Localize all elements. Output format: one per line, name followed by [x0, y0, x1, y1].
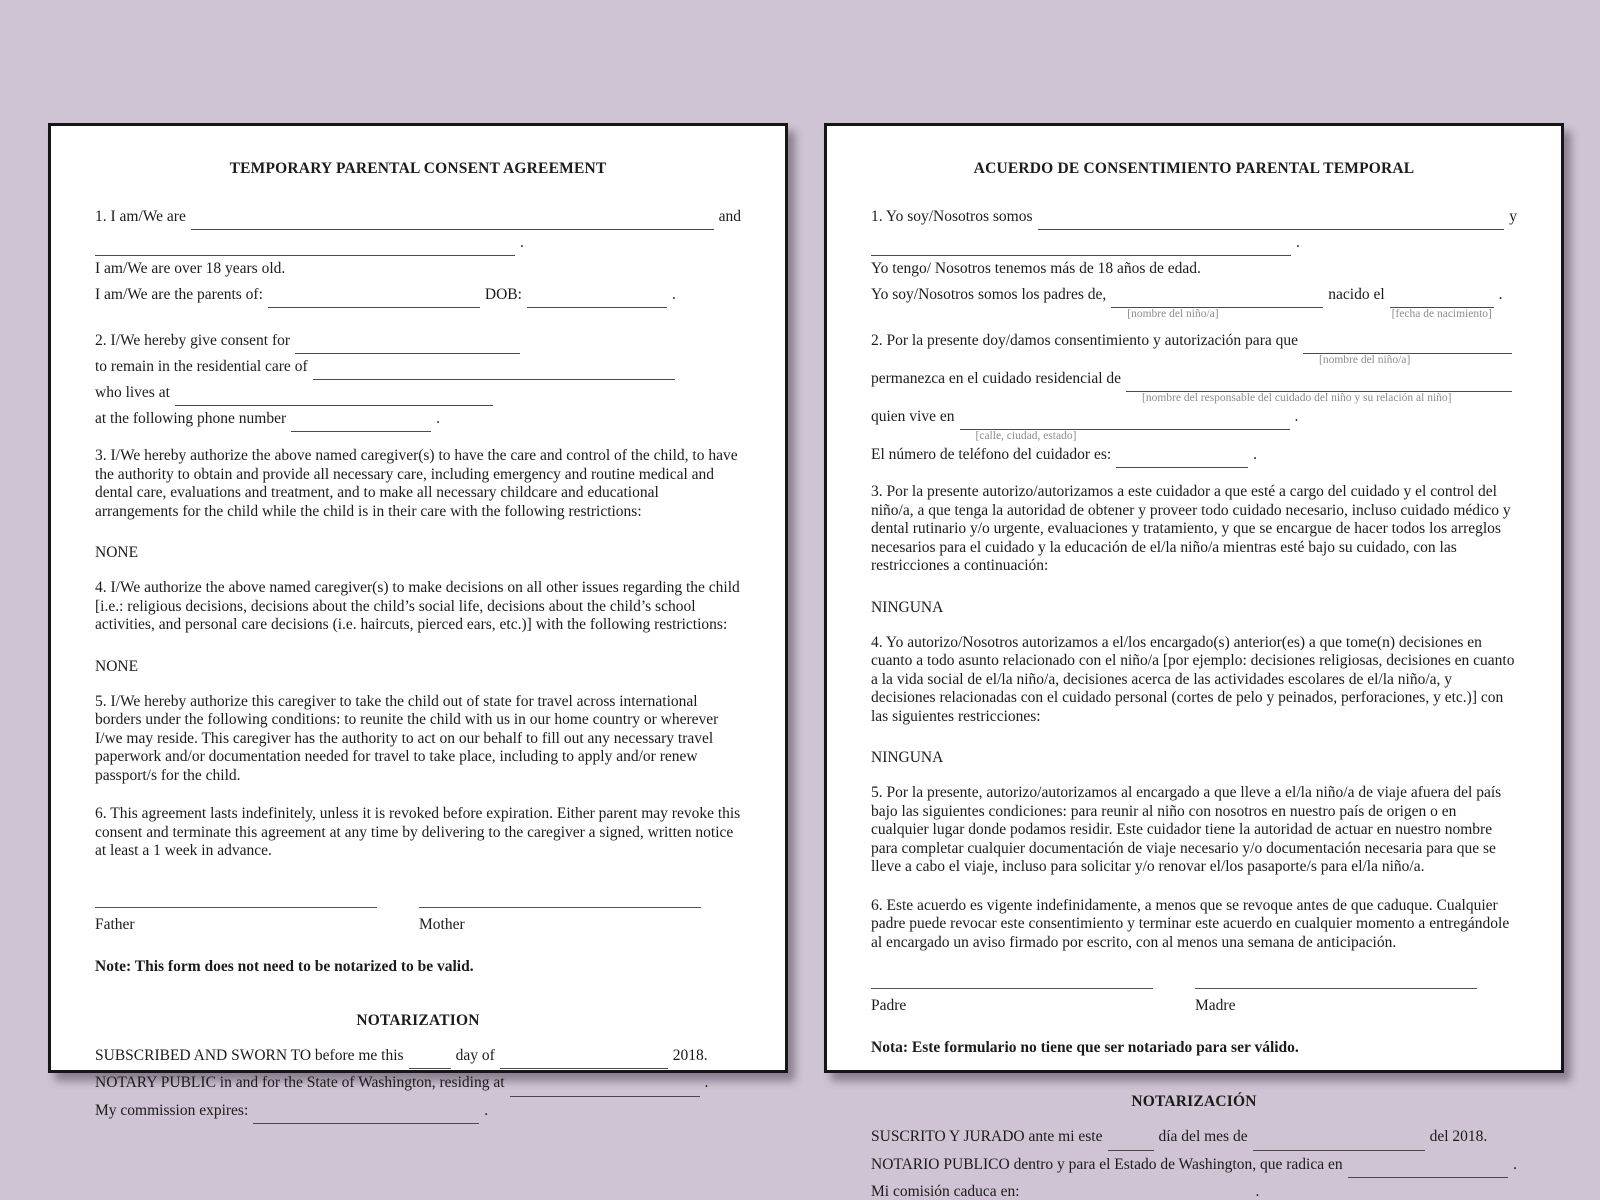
- commission-prefix: My commission expires:: [95, 1101, 249, 1119]
- phone-blank: [291, 413, 431, 432]
- dob-blank: [527, 289, 667, 308]
- lives-suffix: .: [1294, 408, 1299, 425]
- caregiver-name-blank: [313, 361, 675, 380]
- page-title: TEMPORARY PARENTAL CONSENT AGREEMENT: [229, 160, 607, 177]
- paragraph-decisions-authorization: 4. Yo autorizo/Nosotros autorizamos a el/los encargado(s) anterior(es) a que tome(n) decisiones en cuanto a todo asunto relacionado con el niño/a [por ejemplo: decisiones religiosas, decisiones en cuanto a la vida social de el/la niño/a, decisiones acerca de las actividades escolares de el/la niño/a, y decisiones relacionadas con el cuidado personal (cortes de pelo y peinados, perforaciones, y etc.)] con las siguientes restricciones:: [871, 633, 1515, 725]
- care-prefix: permanezca en el cuidado residencial de: [871, 370, 1122, 387]
- form-line-parents-of: [871, 282, 1517, 320]
- address-blank: [175, 387, 493, 406]
- page-spanish: [824, 123, 1564, 1200]
- consent-prefix: 2. Por la presente doy/damos consentimiento y autorización para que: [871, 332, 1298, 349]
- phone-prefix: El número de teléfono del cuidador es:: [871, 446, 1112, 463]
- notary-suffix: .: [1513, 1155, 1517, 1173]
- form-line-commission: [871, 1178, 1517, 1200]
- sworn-prefix: SUBSCRIBED AND SWORN TO before me this: [95, 1046, 404, 1064]
- phone-prefix: at the following phone number: [95, 410, 287, 427]
- birth-date-blank: [1390, 289, 1494, 320]
- consent-child-blank: [1303, 335, 1512, 366]
- parents-of-suffix: .: [1498, 286, 1503, 303]
- parent-names-blank-2: [95, 237, 515, 256]
- caregiver-name-hint: [nombre del responsable del cuidado del niño y su relación al niño]: [1142, 392, 1452, 404]
- identity-prefix: 1. I am/We are: [95, 208, 186, 225]
- form-line-notary: [871, 1151, 1517, 1179]
- father-signature-line: [871, 988, 1153, 990]
- residing-blank: [1348, 1159, 1509, 1178]
- parents-of-prefix: Yo soy/Nosotros somos los padres de,: [871, 286, 1107, 303]
- commission-suffix: .: [484, 1101, 489, 1119]
- consent-prefix: 2. I/We hereby give consent for: [95, 332, 291, 349]
- address-blank: [960, 411, 1290, 442]
- mother-signature-line: [1195, 988, 1477, 990]
- form-line-phone: [95, 406, 741, 432]
- identity-suffix: y: [1509, 208, 1517, 225]
- father-signature-label: Father: [95, 915, 135, 933]
- sworn-suffix: 2018.: [672, 1046, 708, 1064]
- adult-statement: I am/We are over 18 years old.: [95, 260, 286, 277]
- form-line-sworn: [871, 1123, 1517, 1151]
- form-line-lives-at: [95, 380, 741, 406]
- paragraph-decisions-authorization: 4. I/We authorize the above named caregiver(s) to make decisions on all other issues regarding the child [i.e.: religious decisions, decisions about the child’s social life, decisions about the child’s school activities, and personal care decisions (i.e. haircuts, pierced ears, etc.)] with the following restrictions:: [95, 579, 740, 633]
- paragraph-travel-authorization: 5. Por la presente, autorizo/autorizamos al encargado a que lleve a el/la niño/a de viaje afuera del país bajo las siguientes condiciones: para reunir al niño con nosotros en nuestro país de origen o en cualquier lugar donde podamos residir. Este cuidador tiene la autoridad de actuar en nuestro nombre para completar cualquier documentación de viaje necesario y/o documentación necesaria para que se lleve a cabo el viaje, incluso para solicitar y/o renovar el/los pasaporte/s para el/la niño/a.: [871, 784, 1502, 875]
- form-line-adult: [95, 256, 741, 282]
- paragraph-travel-authorization: 5. I/We hereby authorize this caregiver to take the child out of state for travel across international borders under the following conditions: to reunite the child with us in our home country or wherever I/we may reside. This caregiver has the authority to act on our behalf to fill out any necessary travel paperwork and/or documentation needed for travel to take place, including to apply and/or renew passport/s for the child.: [95, 692, 719, 784]
- father-signature: [95, 907, 377, 934]
- notarization-note: Note: This form does not need to be notarized to be valid.: [95, 957, 474, 975]
- commission-blank: [253, 1105, 479, 1124]
- phone-blank: [1116, 449, 1248, 468]
- restrictions-none-2: NINGUNA: [871, 749, 944, 766]
- parent-names-blank: [191, 211, 714, 230]
- notarization-heading: NOTARIZATION: [356, 1011, 480, 1029]
- sworn-mid: día del mes de: [1158, 1128, 1248, 1145]
- paragraph-duration: 6. This agreement lasts indefinitely, unless it is revoked before expiration. Either parent may revoke this consent and terminate this agreement at any time by delivering to the caregiver a signed, written notice at least a 1 week in advance.: [95, 805, 741, 859]
- mother-signature-label: Madre: [1195, 997, 1236, 1014]
- father-signature-line: [95, 907, 377, 909]
- restrictions-none-2: NONE: [95, 657, 139, 675]
- father-signature: [871, 988, 1153, 1015]
- sworn-suffix: del 2018.: [1429, 1128, 1488, 1145]
- adult-statement: Yo tengo/ Nosotros tenemos más de 18 años de edad.: [871, 260, 1201, 277]
- child-name-blank: [1111, 289, 1323, 320]
- restrictions-none-1: NONE: [95, 544, 139, 561]
- notarization-note: Nota: Este formulario no tiene que ser notariado para ser válido.: [871, 1039, 1299, 1056]
- identity-prefix: 1. Yo soy/Nosotros somos: [871, 208, 1033, 225]
- form-line-notary: [95, 1069, 741, 1097]
- caregiver-name-blank: [1126, 373, 1512, 404]
- notary-prefix: NOTARY PUBLIC in and for the State of Washington, residing at: [95, 1074, 505, 1091]
- mother-signature-line: [419, 907, 701, 909]
- form-line-consent: [95, 328, 741, 354]
- form-line-lives-at: [871, 404, 1517, 442]
- lives-prefix: quien vive en: [871, 408, 955, 425]
- child-name-hint: [nombre del niño/a]: [1127, 308, 1219, 320]
- paragraph-care-authorization: 3. I/We hereby authorize the above named caregiver(s) to have the care and control of the child, to have the authority to obtain and provide all necessary care, including emergency and routine medical and dental care, evaluations and treatment, and to make all necessary childcare and educational arrangements for the child while the child is in their care with the following restrictions:: [95, 447, 738, 520]
- parents-of-prefix: I am/We are the parents of:: [95, 286, 263, 303]
- form-line-consent: [871, 328, 1517, 366]
- signature-block: [95, 907, 741, 934]
- page-title: ACUERDO DE CONSENTIMIENTO PARENTAL TEMPORAL: [973, 160, 1415, 177]
- form-line-residential-care: [871, 366, 1517, 404]
- consent-child-hint: [nombre del niño/a]: [1318, 354, 1411, 366]
- mother-signature: [1195, 988, 1477, 1015]
- sworn-mid: day of: [455, 1046, 495, 1064]
- month-blank: [500, 1050, 668, 1069]
- form-line-sworn: [95, 1042, 741, 1070]
- form-line-phone: [871, 442, 1517, 468]
- consent-child-blank: [295, 335, 520, 354]
- form-line-identity-2: [871, 230, 1517, 256]
- mother-signature-label: Mother: [419, 915, 465, 933]
- notary-prefix: NOTARIO PUBLICO dentro y para el Estado de Washington, que radica en: [871, 1155, 1343, 1173]
- commission-prefix: Mi comisión caduca en:: [871, 1183, 1020, 1200]
- form-line-commission: [95, 1097, 741, 1125]
- commission-suffix: .: [1255, 1183, 1260, 1200]
- care-prefix: to remain in the residential care of: [95, 358, 308, 375]
- child-name-blank: [268, 289, 480, 308]
- day-blank: [409, 1050, 451, 1069]
- form-line-identity-2: [95, 230, 741, 256]
- month-blank: [1253, 1132, 1425, 1151]
- commission-blank: [1025, 1187, 1251, 1200]
- parent-names-blank: [1038, 211, 1505, 230]
- notary-suffix: .: [704, 1074, 709, 1091]
- identity-2-suffix: .: [520, 234, 524, 251]
- form-line-identity: [871, 204, 1517, 230]
- dob-label: DOB:: [484, 286, 522, 303]
- birth-date-hint: [fecha de nacimiento]: [1391, 308, 1492, 320]
- form-line-adult: [871, 256, 1517, 282]
- form-line-identity: [95, 204, 741, 230]
- parent-names-blank-2: [871, 237, 1291, 256]
- parents-of-suffix: .: [671, 286, 676, 303]
- identity-2-suffix: .: [1296, 234, 1300, 251]
- sworn-prefix: SUSCRITO Y JURADO ante mi este: [871, 1128, 1103, 1145]
- lives-prefix: who lives at: [95, 384, 170, 401]
- phone-suffix: .: [1253, 446, 1258, 463]
- phone-suffix: .: [436, 410, 440, 427]
- form-line-residential-care: [95, 354, 741, 380]
- notarization-heading: NOTARIZACIÓN: [1131, 1093, 1257, 1110]
- page-english: [48, 123, 788, 1119]
- paragraph-care-authorization: 3. Por la presente autorizo/autorizamos a este cuidador a que esté a cargo del cuidado y el control del niño/a, a que tenga la autoridad de obtener y proveer todo cuidado necesario, incluso cuidado médico y dental rutinario y/o urgente, evaluaciones y tratamiento, y que se encargue de hacer todos los arreglos necesarios para el cuidado y la educación de el/la niño/a mientras esté bajo su cuidado, con las restricciones a continuación:: [871, 483, 1511, 574]
- mother-signature: [419, 907, 701, 934]
- identity-suffix: and: [718, 208, 741, 225]
- restrictions-none-1: NINGUNA: [871, 598, 944, 616]
- day-blank: [1108, 1132, 1154, 1151]
- residing-blank: [510, 1078, 700, 1097]
- born-label: nacido el: [1328, 286, 1385, 303]
- signature-block: [871, 988, 1517, 1015]
- form-line-parents-of: [95, 282, 741, 308]
- address-hint: [calle, ciudad, estado]: [975, 430, 1077, 442]
- paragraph-duration: 6. Este acuerdo es vigente indefinidamente, a menos que se revoque antes de que caduque. Cualquier padre puede revocar este consentimiento y terminar este acuerdo en cualquier momento a entregándole al encargado un aviso firmado por escrito, con al menos una semana de anticipación.: [871, 896, 1510, 951]
- father-signature-label: Padre: [871, 997, 907, 1014]
